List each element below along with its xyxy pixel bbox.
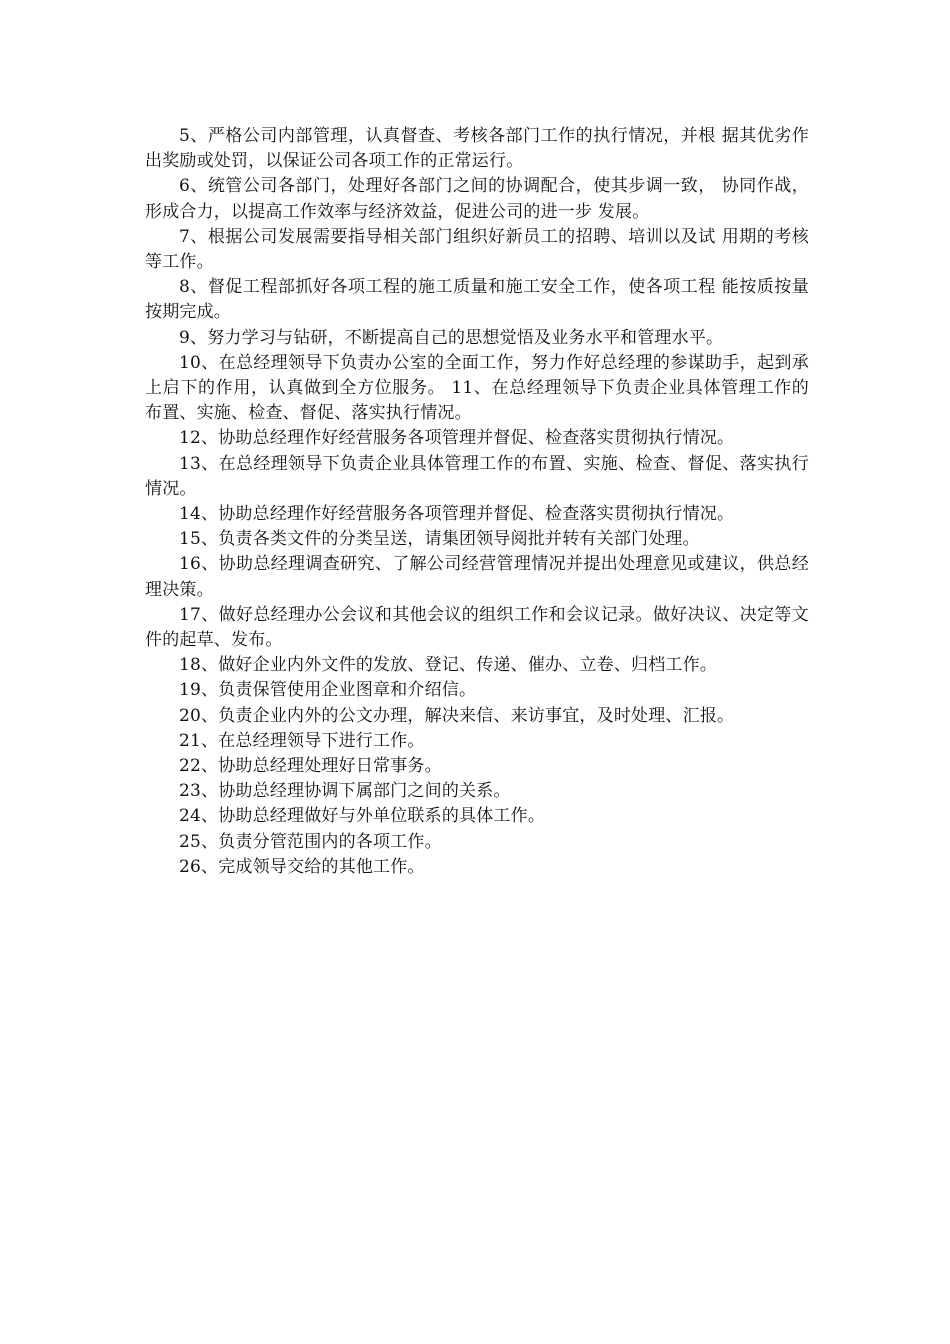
paragraph-12: 12、协助总经理作好经营服务各项管理并督促、检查落实贯彻执行情况。 bbox=[179, 428, 735, 449]
document-body bbox=[145, 124, 809, 880]
paragraph-22: 22、协助总经理处理好日常事务。 bbox=[179, 756, 442, 777]
paragraph-25: 25、负责分管范围内的各项工作。 bbox=[179, 831, 442, 852]
paragraph-7: 7、根据公司发展需要指导相关部门组织好新员工的招聘、培训以及试 用期的考核等工作。 bbox=[145, 226, 809, 273]
paragraph-10-11: 10、在总经理领导下负责办公室的全面工作，努力作好总经理的参谋助手，起到承上启下的作用，认真做到全方位服务。 11、在总经理领导下负责企业具体管理工作的布置、实施、检查、督促、落实执行情况。 bbox=[145, 352, 809, 424]
paragraph-15: 15、负责各类文件的分类呈送，请集团领导阅批并转有关部门处理。 bbox=[179, 529, 700, 550]
paragraph-8: 8、督促工程部抓好各项工程的施工质量和施工安全工作，使各项工程 能按质按量按期完成。 bbox=[145, 277, 809, 323]
paragraph-20: 20、负责企业内外的公文办理，解决来信、来访事宜，及时处理、汇报。 bbox=[179, 705, 735, 726]
paragraph-17: 17、做好总经理办公会议和其他会议的组织工作和会议记录。做好决议、决定等文件的起草、发布。 bbox=[145, 604, 809, 651]
paragraph-19: 19、负责保管使用企业图章和介绍信。 bbox=[179, 680, 477, 701]
paragraph-21: 21、在总经理领导下进行工作。 bbox=[179, 730, 425, 751]
paragraph-18: 18、做好企业内外文件的发放、登记、传递、催办、立卷、归档工作。 bbox=[179, 655, 718, 676]
paragraph-9: 9、努力学习与钻研，不断提高自己的思想觉悟及业务水平和管理水平。 bbox=[179, 327, 724, 348]
paragraph-13: 13、在总经理领导下负责企业具体管理工作的布置、实施、检查、督促、落实执行情况。 bbox=[145, 453, 809, 499]
paragraph-16: 16、协助总经理调查研究、了解公司经营管理情况并提出处理意见或建议，供总经理决策。 bbox=[145, 554, 809, 600]
paragraph-5: 5、严格公司内部管理，认真督查、考核各部门工作的执行情况，并根 据其优劣作出奖励或处罚，以保证公司各项工作的正常运行。 bbox=[145, 126, 809, 172]
paragraph-23: 23、协助总经理协调下属部门之间的关系。 bbox=[179, 781, 511, 802]
paragraph-24: 24、协助总经理做好与外单位联系的具体工作。 bbox=[179, 806, 546, 827]
paragraph-26: 26、完成领导交给的其他工作。 bbox=[179, 856, 425, 877]
paragraph-6: 6、统管公司各部门，处理好各部门之间的协调配合，使其步调一致， 协同作战，形成合力，以提高工作效率与经济效益，促进公司的进一步 发展。 bbox=[145, 176, 809, 222]
paragraph-14: 14、协助总经理作好经营服务各项管理并督促、检查落实贯彻执行情况。 bbox=[179, 504, 735, 525]
